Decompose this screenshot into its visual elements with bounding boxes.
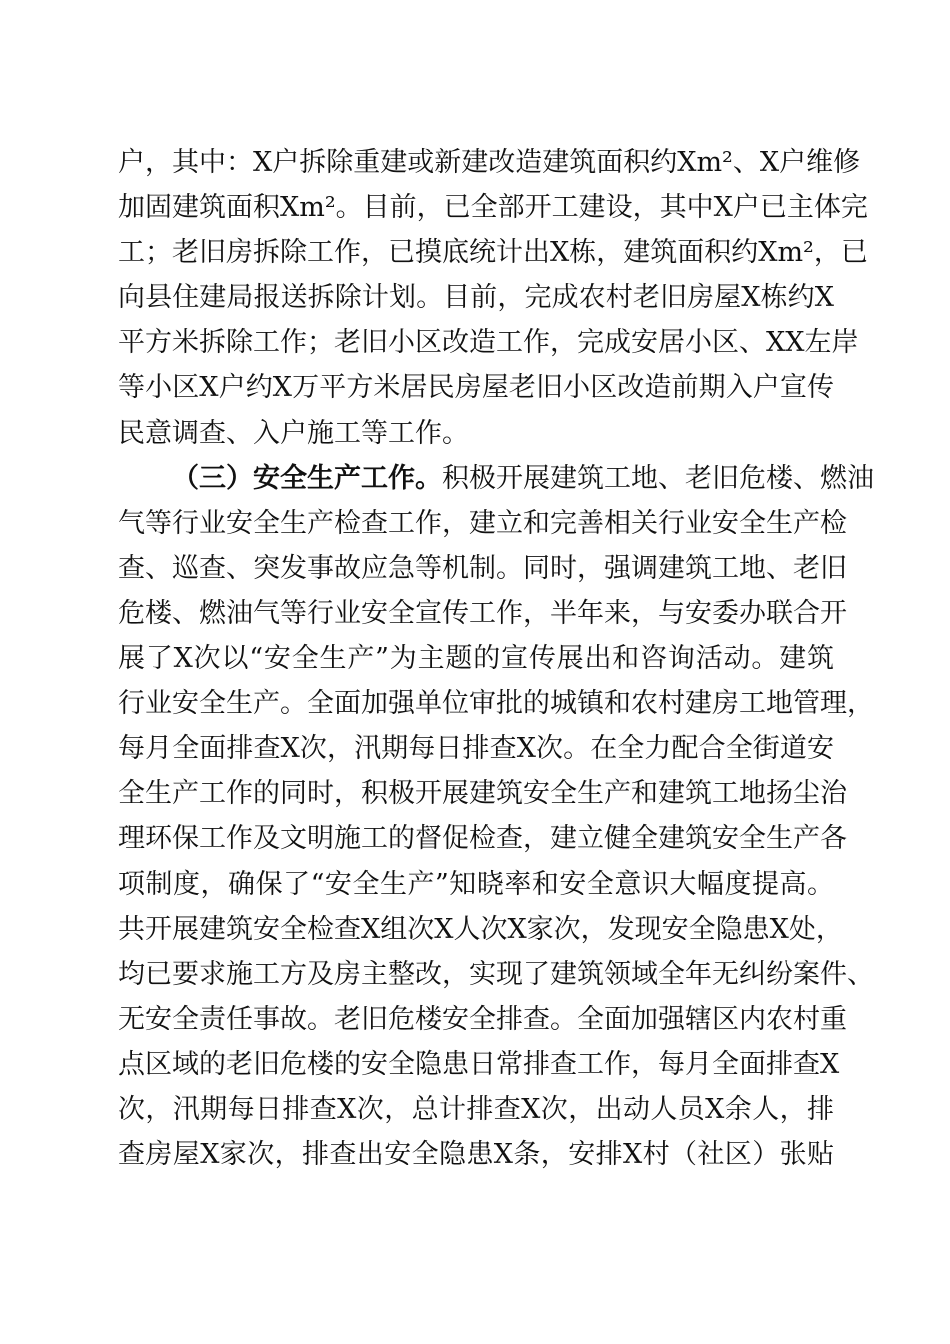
text-line: 共开展建筑安全检查X组次X人次X家次，发现安全隐患X处，: [118, 913, 843, 945]
text-line: 查、巡查、突发事故应急等机制。同时，强调建筑工地、老旧: [118, 552, 847, 584]
text-line: 行业安全生产。全面加强单位审批的城镇和农村建房工地管理，: [118, 688, 874, 720]
text-line: 点区域的老旧危楼的安全隐患日常排查工作，每月全面排查X: [118, 1048, 840, 1080]
text-line: 民意调查、入户施工等工作。: [118, 417, 469, 449]
text-run: 积极开展建筑工地、老旧危楼、燃油: [442, 462, 874, 494]
paragraph-2: [118, 456, 874, 1178]
text-line: 平方米拆除工作；老旧小区改造工作，完成安居小区、XX左岸: [118, 327, 859, 359]
text-line: 理环保工作及文明施工的督促检查，建立健全建筑安全生产各: [118, 823, 847, 855]
text-line: 项制度，确保了“安全生产”知晓率和安全意识大幅度提高。: [118, 868, 834, 900]
paragraph-1: [118, 140, 868, 456]
text-line: 危楼、燃油气等行业安全宣传工作，半年来，与安委办联合开: [118, 597, 847, 629]
text-line: 查房屋X家次，排查出安全隐患X条，安排X村（社区）张贴: [118, 1139, 834, 1171]
text-line: 展了X次以“安全生产”为主题的宣传展出和咨询活动。建筑: [118, 643, 834, 675]
text-line-first: [118, 456, 874, 501]
text-line: 次，汛期每日排查X次，总计排查X次，出动人员X余人，排: [118, 1093, 834, 1125]
text-line: 每月全面排查X次，汛期每日排查X次。在全力配合全街道安: [118, 733, 834, 765]
text-line: 全生产工作的同时，积极开展建筑安全生产和建筑工地扬尘治: [118, 778, 847, 810]
text-line: 等小区X户约X万平方米居民房屋老旧小区改造前期入户宣传: [118, 372, 834, 404]
text-line: 户，其中：X户拆除重建或新建改造建筑面积约Xm²、X户维修: [118, 147, 861, 178]
text-line: 工；老旧房拆除工作，已摸底统计出X栋，建筑面积约Xm²，已: [118, 237, 868, 269]
text-line: 气等行业安全生产检查工作，建立和完善相关行业安全生产检: [118, 507, 847, 539]
text-line: 向县住建局报送拆除计划。目前，完成农村老旧房屋X栋约X: [118, 282, 834, 314]
text-line: 均已要求施工方及房主整改，实现了建筑领域全年无纠纷案件、: [118, 958, 874, 990]
section-heading: （三）安全生产工作。: [172, 462, 442, 494]
body-text: [118, 140, 874, 1177]
text-line: 无安全责任事故。老旧危楼安全排查。全面加强辖区内农村重: [118, 1003, 847, 1035]
text-line: 加固建筑面积Xm²。目前，已全部开工建设，其中X户已主体完: [118, 192, 868, 224]
